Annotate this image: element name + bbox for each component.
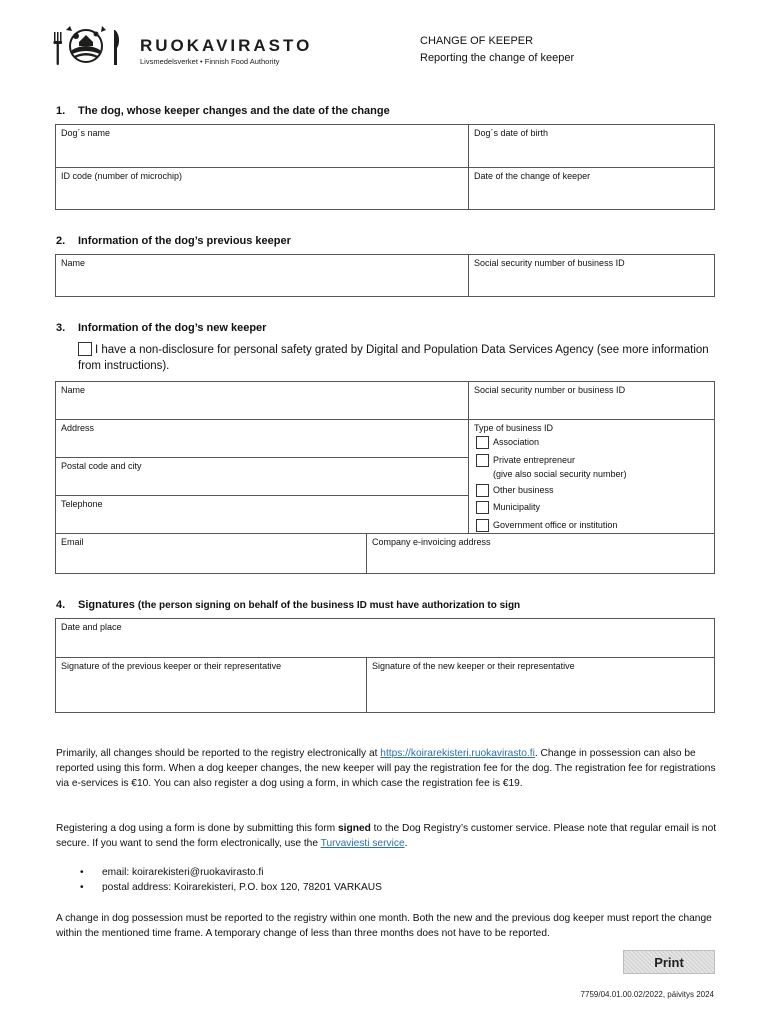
contact-email: • email: koirarekisteri@ruokavirasto.fi — [80, 865, 382, 880]
info-p2-text-b: to the Dog Registry’s customer service. Please note that regular email is not secure. If you want to send the form electronically, use the — [56, 823, 717, 849]
section-3-title: Information of the dog’s new keeper — [78, 322, 267, 334]
section-1-heading — [56, 105, 390, 117]
business-type-label: Type of business ID — [474, 423, 554, 433]
new-keeper-signature-label: Signature of the new keeper or their representative — [372, 661, 575, 671]
section-4-heading — [56, 599, 520, 611]
id-code-field[interactable] — [56, 168, 469, 209]
date-place-field[interactable] — [56, 619, 714, 658]
form-code: 7759/04.01.00.02/2022, päivitys 2024 — [580, 990, 714, 999]
address-field[interactable] — [56, 420, 469, 458]
municipality-checkbox[interactable] — [476, 501, 489, 514]
section-4-note: (the person signing on behalf of the business ID must have authorization to sign — [137, 600, 521, 611]
nondisclosure-option — [78, 342, 718, 374]
info-p1-text-a: Primarily, all changes should be reported to the registry electronically at — [56, 748, 381, 759]
business-type-government — [476, 519, 617, 532]
info-paragraph-3: A change in dog possession must be reported to the registry within one month. Both the new and the previous dog keeper must report the change within the mentioned time frame. A temporary change of less than three months does not have to be reported. — [56, 913, 712, 939]
section-4-number: 4. — [56, 599, 66, 611]
new-keeper-ssn-label: Social security number or business ID — [474, 385, 626, 395]
government-label: Government office or institution — [493, 519, 618, 530]
previous-keeper-signature-label: Signature of the previous keeper or their representative — [61, 661, 282, 671]
association-checkbox[interactable] — [476, 436, 489, 449]
nondisclosure-checkbox[interactable] — [78, 342, 92, 356]
section-1-title: The dog, whose keeper changes and the date of the change — [78, 105, 390, 117]
info-paragraph-1 — [56, 746, 718, 791]
section-3-number: 3. — [56, 322, 66, 334]
business-type-municipality — [476, 501, 540, 514]
section-1-number: 1. — [56, 105, 66, 117]
info-p1-text-b: . Change in possession can also be reported using this form. When a dog keeper changes, the new keeper will pay the registration fee for the dog. The registration fee for registrations via e-services is €10. You can also register a dog using a form, in which case the registration fee is €19. — [56, 748, 716, 789]
section-2-table — [55, 254, 715, 297]
email-label: Email — [61, 537, 84, 547]
postal-code-field[interactable] — [56, 458, 469, 496]
document-title-main: CHANGE OF KEEPER — [420, 35, 534, 47]
nondisclosure-text: I have a non-disclosure for personal safety grated by Digital and Population Data Services Agency (see more information from instructions). — [78, 344, 709, 372]
info-paragraph-2 — [56, 821, 718, 851]
document-title-sub: Reporting the change of keeper — [420, 52, 575, 64]
contact-list — [80, 865, 382, 895]
private-entrepreneur-label: Private entrepreneur — [493, 454, 576, 465]
change-date-field[interactable] — [469, 168, 714, 209]
section-1-table — [55, 124, 715, 210]
info-p2-signed: signed — [338, 823, 371, 834]
business-type-other — [476, 484, 554, 497]
new-keeper-signature-field[interactable] — [367, 658, 714, 712]
previous-keeper-name-label: Name — [61, 258, 86, 268]
telephone-field[interactable] — [56, 496, 469, 534]
section-2-heading — [56, 235, 291, 247]
section-2-number: 2. — [56, 235, 66, 247]
dog-birth-field[interactable] — [469, 125, 714, 168]
id-code-label: ID code (number of microchip) — [61, 171, 183, 181]
business-type-private — [476, 454, 575, 467]
section-2-title: Information of the dog’s previous keeper — [78, 235, 291, 247]
einvoice-field[interactable] — [367, 534, 714, 573]
email-field[interactable] — [56, 534, 367, 573]
business-type-association — [476, 436, 539, 449]
previous-keeper-ssn-label: Social security number of business ID — [474, 258, 625, 268]
new-keeper-ssn-field[interactable] — [469, 382, 714, 420]
previous-keeper-ssn-field[interactable] — [469, 255, 714, 296]
section-4-title: Signatures — [78, 599, 135, 611]
logo-subtitle: Livsmedelsverket • Finnish Food Authority — [140, 57, 280, 66]
section-3-table — [55, 381, 715, 574]
contact-postal-address: • postal address: Koirarekisteri, P.O. box 120, 78201 VARKAUS — [80, 880, 382, 895]
document-title — [420, 33, 574, 67]
info-p2-text-a: Registering a dog using a form is done by submitting this form — [56, 823, 338, 834]
postal-code-label: Postal code and city — [61, 461, 142, 471]
previous-keeper-name-field[interactable] — [56, 255, 469, 296]
government-checkbox[interactable] — [476, 519, 489, 532]
turvaviesti-link[interactable]: Turvaviesti service — [320, 838, 405, 849]
einvoice-label: Company e-invoicing address — [372, 537, 491, 547]
new-keeper-name-field[interactable] — [56, 382, 469, 420]
dog-name-field[interactable] — [56, 125, 469, 168]
ruokavirasto-logo — [52, 22, 332, 72]
section-3-heading — [56, 322, 266, 334]
date-place-label: Date and place — [61, 622, 122, 632]
info-p2-text-c: . — [404, 838, 408, 849]
municipality-label: Municipality — [493, 501, 541, 512]
print-button[interactable]: Print — [623, 950, 715, 974]
private-entrepreneur-checkbox[interactable] — [476, 454, 489, 467]
address-label: Address — [61, 423, 95, 433]
section-4-table — [55, 618, 715, 713]
previous-keeper-signature-field[interactable] — [56, 658, 367, 712]
registry-link[interactable]: https://koirarekisteri.ruokavirasto.fi — [380, 748, 535, 759]
other-business-label: Other business — [493, 484, 554, 495]
change-date-label: Date of the change of keeper — [474, 171, 591, 181]
association-label: Association — [493, 436, 540, 447]
dog-name-label: Dog´s name — [61, 128, 111, 138]
logo-emblem-icon — [52, 22, 124, 70]
private-entrepreneur-note: (give also social security number) — [493, 469, 627, 479]
new-keeper-name-label: Name — [61, 385, 86, 395]
telephone-label: Telephone — [61, 499, 103, 509]
other-business-checkbox[interactable] — [476, 484, 489, 497]
dog-birth-label: Dog´s date of birth — [474, 128, 549, 138]
logo-name: RUOKAVIRASTO — [140, 36, 313, 55]
